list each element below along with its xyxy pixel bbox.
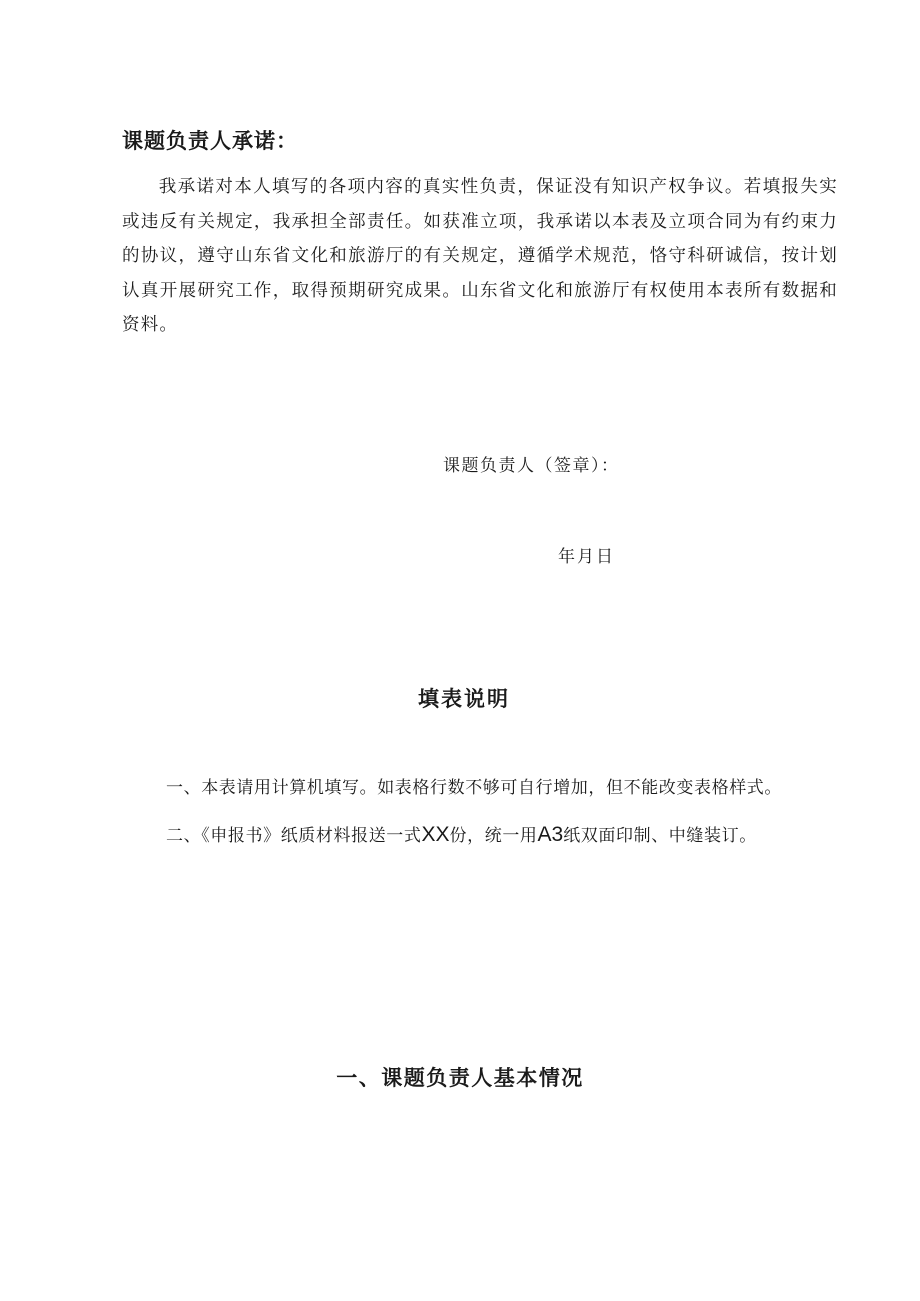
instruction-item-1: 一、本表请用计算机填写。如表格行数不够可自行增加，但不能改变表格样式。 [166,778,782,798]
instruction-item-2 [166,822,757,849]
date-label: 年月日 [558,547,615,567]
instruction-item-2-prefix: 二、《申报书》纸质材料报送一式 [166,826,422,846]
commitment-paragraph: 我承诺对本人填写的各项内容的真实性负责，保证没有知识产权争议。若填报失实或违反有关规定，我承担全部责任。如获准立项，我承诺以本表及立项合同为有约束力的协议，遵守山东省文化和旅游厅的有关规定，遵循学术规范，恪守科研诚信，按计划认真开展研究工作，取得预期研究成果。山东省文化和旅游厅有权使用本表所有数据和资料。 [122,177,838,335]
commitment-heading: 课题负责人承诺： [122,129,298,153]
instruction-item-2-middle: 份，统一用 [449,826,538,846]
signature-label: 课题负责人（签章）： [443,456,620,476]
instruction-item-2-paper: A3 [537,823,564,846]
section-title: 一、课题负责人基本情况 [336,1066,584,1090]
instruction-item-2-suffix: 纸双面印制、中缝装订。 [563,826,757,846]
instructions-title: 填表说明 [418,687,510,711]
commitment-body [122,170,838,343]
instruction-item-2-copies: XX [421,823,450,846]
